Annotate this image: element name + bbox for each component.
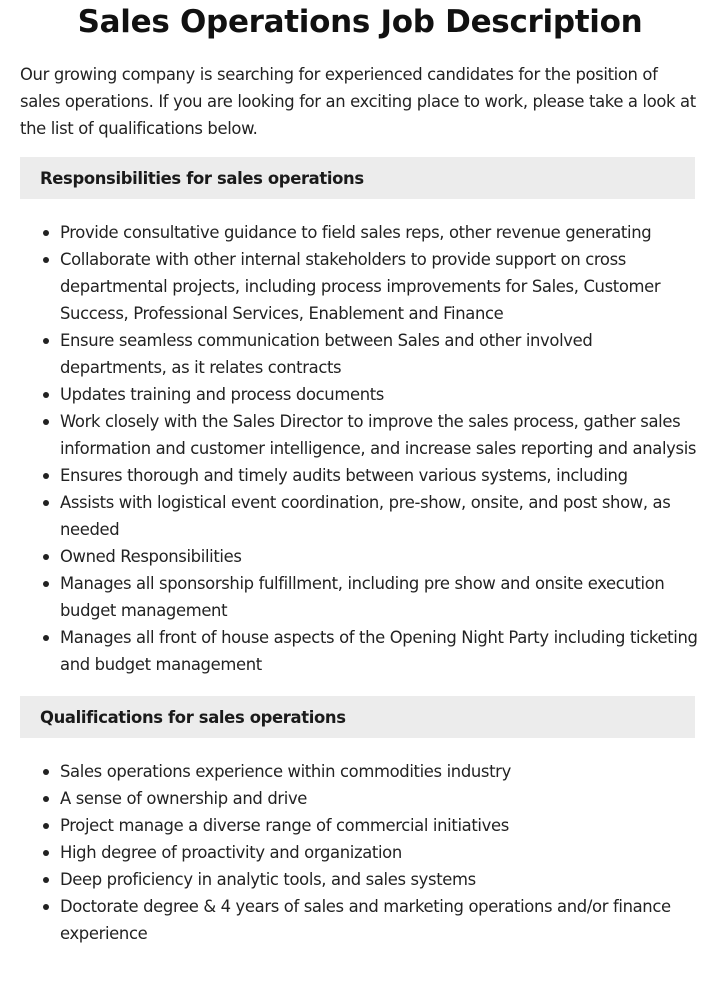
- list-item: Provide consultative guidance to field sales reps, other revenue generating: [60, 219, 700, 246]
- list-item: Manages all front of house aspects of the Opening Night Party including ticketing and budget management: [60, 624, 700, 678]
- list-item: Manages all sponsorship fulfillment, including pre show and onsite execution budget management: [60, 570, 700, 624]
- list-item: Deep proficiency in analytic tools, and sales systems: [60, 866, 700, 893]
- list-item: Collaborate with other internal stakeholders to provide support on cross departmental projects, including process improvements for Sales, Customer Success, Professional Services, Enablement and Finance: [60, 246, 700, 327]
- list-item: Doctorate degree & 4 years of sales and marketing operations and/or finance experience: [60, 893, 700, 947]
- intro-paragraph: Our growing company is searching for experienced candidates for the position of sales operations. If you are looking for an exciting place to work, please take a look at the list of qualifications below.: [20, 65, 696, 138]
- responsibilities-list: [0, 219, 700, 678]
- list-item: High degree of proactivity and organization: [60, 839, 700, 866]
- qualifications-list: [0, 758, 700, 947]
- list-item: A sense of ownership and drive: [60, 785, 700, 812]
- list-item: Ensure seamless communication between Sales and other involved departments, as it relates contracts: [60, 327, 700, 381]
- list-item: Sales operations experience within commodities industry: [60, 758, 700, 785]
- page-title: Sales Operations Job Description: [77, 4, 643, 40]
- qualifications-heading: Qualifications for sales operations: [20, 696, 695, 738]
- list-item: Owned Responsibilities: [60, 543, 700, 570]
- list-item: Assists with logistical event coordination, pre-show, onsite, and post show, as needed: [60, 489, 700, 543]
- list-item: Work closely with the Sales Director to improve the sales process, gather sales information and customer intelligence, and increase sales reporting and analysis: [60, 408, 700, 462]
- responsibilities-heading: Responsibilities for sales operations: [20, 157, 695, 199]
- list-item: Ensures thorough and timely audits between various systems, including: [60, 462, 700, 489]
- list-item: Project manage a diverse range of commercial initiatives: [60, 812, 700, 839]
- list-item: Updates training and process documents: [60, 381, 700, 408]
